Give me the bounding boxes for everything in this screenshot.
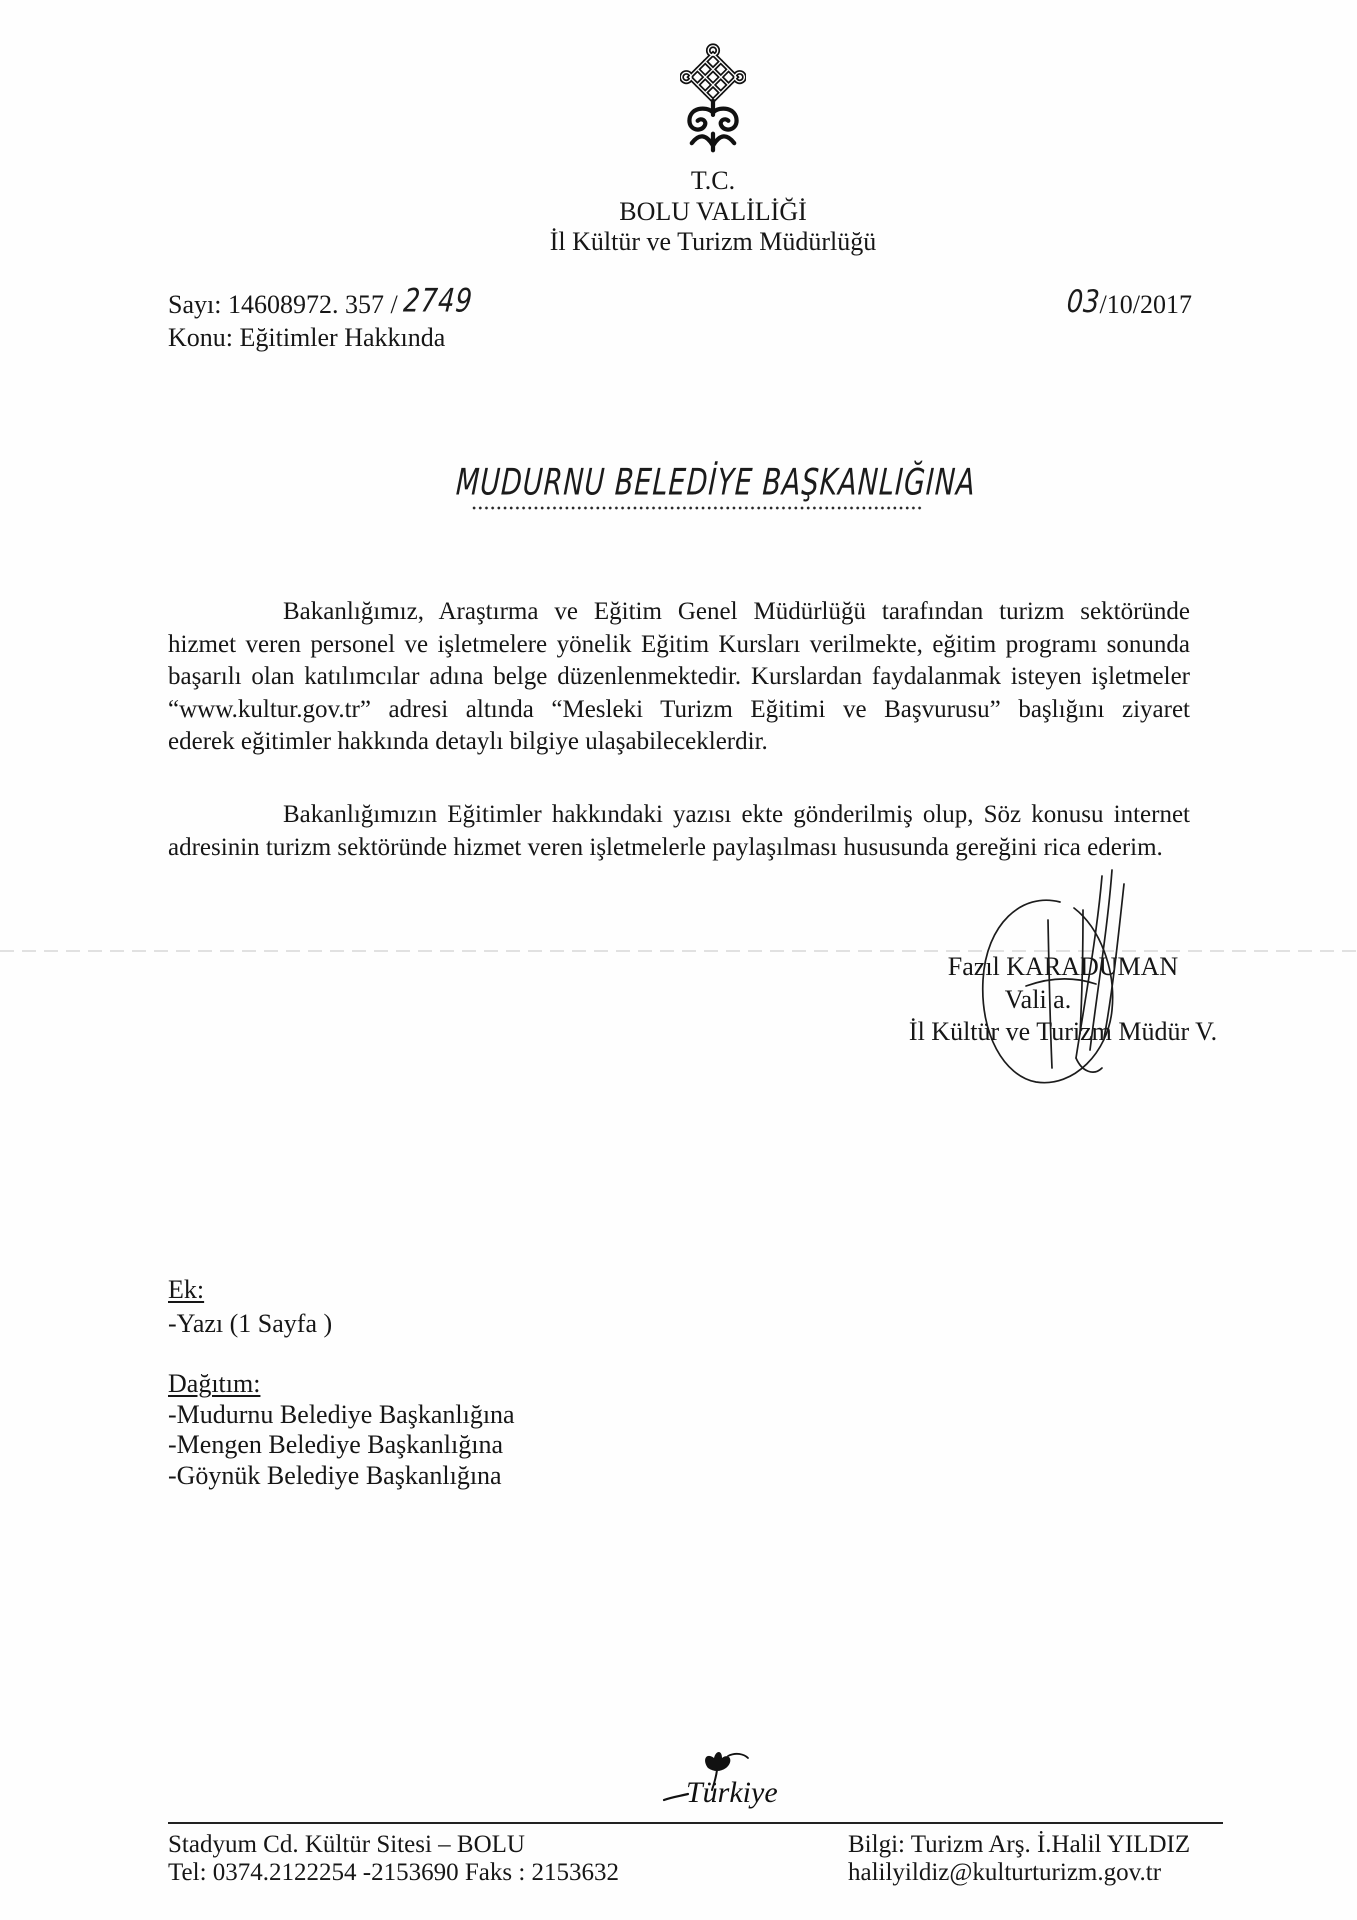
- footer-rule: [168, 1822, 1223, 1824]
- signatory-title: İl Kültür ve Turizm Müdür V.: [908, 1017, 1218, 1046]
- attachments-block: [168, 1273, 332, 1341]
- signatory-role-proxy: Vali a.: [1004, 984, 1072, 1014]
- body-paragraph-1: [168, 596, 1190, 759]
- subject-line: Konu: Eğitimler Hakkında: [168, 323, 446, 352]
- turkiye-tulip-logo-icon: [662, 1750, 788, 1818]
- paragraph-line: Bakanlığımız, Araştırma ve Eğitim Genel Müdürlüğü tarafından turizm sektöründe: [283, 598, 1190, 625]
- reference-number-handwritten: 2749: [401, 282, 474, 320]
- distribution-item: -Mudurnu Belediye Başkanlığına: [168, 1399, 515, 1429]
- attachment-item: -Yazı (1 Sayfa ): [168, 1309, 333, 1338]
- footer-email: halilyildiz@kulturturizm.gov.tr: [848, 1859, 1162, 1886]
- reference-number-typed: Sayı: 14608972. 357 /: [168, 290, 398, 319]
- footer-phone: Tel: 0374.2122254 -2153690 Faks : 2153632: [168, 1859, 620, 1886]
- handwritten-signature: [962, 862, 1142, 1098]
- letter-date: [1064, 284, 1192, 321]
- footer-info-contact-person: Bilgi: Turizm Arş. İ.Halil YILDIZ: [848, 1831, 1191, 1858]
- distribution-label: Dağıtım:: [168, 1369, 261, 1398]
- reference-block: [168, 282, 474, 354]
- distribution-block: [168, 1369, 515, 1491]
- header-governorship: BOLU VALİLİĞİ: [619, 196, 807, 226]
- distribution-item: -Göynük Belediye Başkanlığına: [168, 1460, 502, 1490]
- footer-contact: [168, 1831, 619, 1887]
- paragraph-line: hizmet veren personel ve işletmelere yönelik Eğitim Kursları verilmekte, eğitim programı sonunda: [168, 630, 1190, 658]
- attachments-label: Ek:: [168, 1275, 205, 1304]
- addressee-handwritten: MUDURNU BELEDİYE BAŞKANLIĞINA: [455, 462, 977, 504]
- paragraph-line: adresinin turizm sektöründe hizmet veren işletmelerle paylaşılması hususunda gereğini rica ederim.: [168, 833, 1163, 861]
- signatory-name: Fazıl KARADUMAN: [947, 952, 1179, 981]
- paragraph-line: “www.kultur.gov.tr” adresi altında “Mesleki Turizm Eğitimi ve Başvurusu” başlığını ziyaret: [168, 695, 1190, 723]
- footer-info: [848, 1831, 1190, 1887]
- body-paragraph-2: [168, 799, 1190, 864]
- date-month-year: /10/2017: [1099, 290, 1192, 319]
- distribution-item: -Mengen Belediye Başkanlığına: [168, 1430, 504, 1459]
- seljuk-knot-emblem-icon: [680, 37, 746, 155]
- footer-logo-text: Türkiye: [686, 1776, 778, 1809]
- header-directorate: İl Kültür ve Turizm Müdürlüğü: [549, 227, 877, 256]
- date-day-handwritten: 03: [1065, 284, 1101, 320]
- paragraph-line: ederek eğitimler hakkında detaylı bilgiye ulaşabileceklerdir.: [168, 728, 768, 755]
- letterhead: [413, 166, 1013, 258]
- paragraph-line: başarılı olan katılımcılar adına belge düzenlenmektedir. Kurslardan faydalanmak isteyen işletmeler: [168, 663, 1190, 690]
- footer-address: Stadyum Cd. Kültür Sitesi – BOLU: [168, 1831, 525, 1858]
- paragraph-line: Bakanlığımızın Eğitimler hakkındaki yazısı ekte gönderilmiş olup, Söz konusu internet: [283, 801, 1190, 828]
- header-tc: T.C.: [690, 166, 736, 195]
- reference-number-line: [168, 282, 474, 321]
- addressee-dotted-line: [471, 505, 924, 511]
